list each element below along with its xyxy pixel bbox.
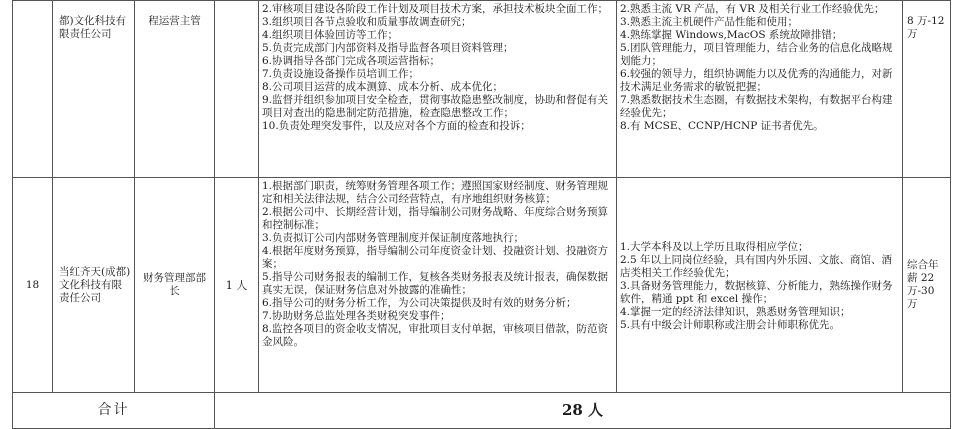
- duty-item: 2.根据公司中、长期经营计划，指导编制公司财务战略、年度综合财务预算和控制标准；: [262, 206, 609, 231]
- requirement-item: 8.有 MCSE、CCNP/HCNP 证书者优先。: [620, 120, 824, 132]
- requirements-cell: [617, 178, 903, 393]
- company-name: 当红齐天(成都)文化科技有限责任公司: [53, 178, 135, 393]
- total-value: 28 人: [215, 393, 951, 429]
- duty-item: 5.负责完成部门内部资料及指导监督各项目资料管理；: [262, 42, 514, 54]
- requirement-item: 1.大学本科及以上学历且取得相应学位；: [620, 240, 809, 253]
- headcount: [215, 1, 259, 178]
- recruitment-table: [12, 0, 951, 429]
- duty-item: 6.指导公司的财务分析工作，为公司决策提供及时有效的财务分析；: [262, 297, 577, 309]
- requirements-cell: [617, 1, 903, 178]
- requirement-item: 6.较强的领导力，组织协调能力以及优秀的沟通能力，对新技术满足业务需求的敏锐把握；: [620, 68, 893, 93]
- duties-cell: [259, 1, 617, 178]
- duty-item: 3.组织项目各节点验收和质量事故调查研究；: [262, 16, 472, 28]
- headcount: 1 人: [215, 178, 259, 393]
- requirement-item: 5.具有中级会计师职称或注册会计师职称优先。: [620, 318, 841, 331]
- duty-item: 8.公司项目运营的成本测算、成本分析、成本优化；: [262, 81, 504, 93]
- table-row: [13, 178, 951, 393]
- requirement-item: 5.团队管理能力，项目管理能力，结合业务的信息化战略规划能力；: [620, 42, 893, 67]
- row-number: [13, 1, 53, 178]
- duty-item: 1.根据部门职责，统筹财务管理各项工作；遵照国家财经制度、财务管理规定和相关法律法规，结合公司经营特点，有序地组织财务核算；: [262, 180, 609, 205]
- requirement-item: 7.熟悉数据技术生态圈，有数据技术架构，有数据平台构建经验优先；: [620, 94, 893, 119]
- salary: 8 万-12 万: [903, 1, 951, 178]
- duty-item: 8.监控各项目的资金收支情况，审批项目支付单据，审核项目借款，防范资金风险。: [262, 323, 609, 348]
- requirement-item: 4.熟练掌握 Windows,MacOS 系统故障排错；: [620, 29, 843, 41]
- company-name: 都)文化科技有限责任公司: [53, 1, 135, 178]
- row-number: 18: [13, 178, 53, 393]
- table-row: [13, 1, 951, 178]
- requirement-item: 4.掌握一定的经济法律知识，熟悉财务管理知识；: [620, 305, 851, 318]
- salary: 综合年薪 22 万-30 万: [903, 178, 951, 393]
- duty-item: 4.根据年度财务预算，指导编制公司年度资金计划、投融资计划、投融资方案；: [262, 245, 609, 270]
- duty-item: 6.协调指导各部门完成各项运营指标；: [262, 55, 441, 67]
- duty-item: 3.负责拟订公司内部财务管理制度并保证制度落地执行；: [262, 232, 525, 244]
- duty-item: 4.组织项目体验回访等工作；: [262, 29, 399, 41]
- requirement-item: 3.具备财务管理能力，数据核算、分析能力，熟练操作财务软件，精通 ppt 和 excel 操作；: [620, 279, 893, 305]
- requirement-item: 2.熟悉主流 VR 产品，有 VR 及相关行业工作经验优先；: [620, 3, 885, 15]
- duty-item: 7.负责设施设备操作员培训工作；: [262, 68, 420, 80]
- total-label: 合计: [13, 393, 215, 429]
- position-title: 程运营主管: [135, 1, 215, 178]
- duty-item: 5.指导公司财务报表的编制工作，复核各类财务报表及统计报表，确保数据真实无误，保证财务信息对外披露的准确性；: [262, 271, 609, 296]
- duty-item: 9.监督并组织参加项目安全检查，贯彻事故隐患整改制度，协助和督促有关项目对查出的隐患制定防范措施，检查隐患整改工作；: [262, 94, 609, 119]
- requirement-item: 2.5 年以上同岗位经验，具有国内外乐园、文旅、商馆、酒店类相关工作经验优先；: [620, 253, 893, 279]
- duties-cell: [259, 178, 617, 393]
- position-title: 财务管理部部长: [135, 178, 215, 393]
- duty-item: 2.审核项目建设各阶段工作计划及项目技术方案，承担技术板块全面工作；: [262, 3, 609, 15]
- duty-item: 7.协助财务总监处理各类财税突发事件；: [262, 310, 451, 322]
- duty-item: 10.负责处理突发事件，以及应对各个方面的检查和投诉；: [262, 120, 531, 132]
- requirement-item: 3.熟悉主流主机硬件产品性能和使用；: [620, 16, 799, 28]
